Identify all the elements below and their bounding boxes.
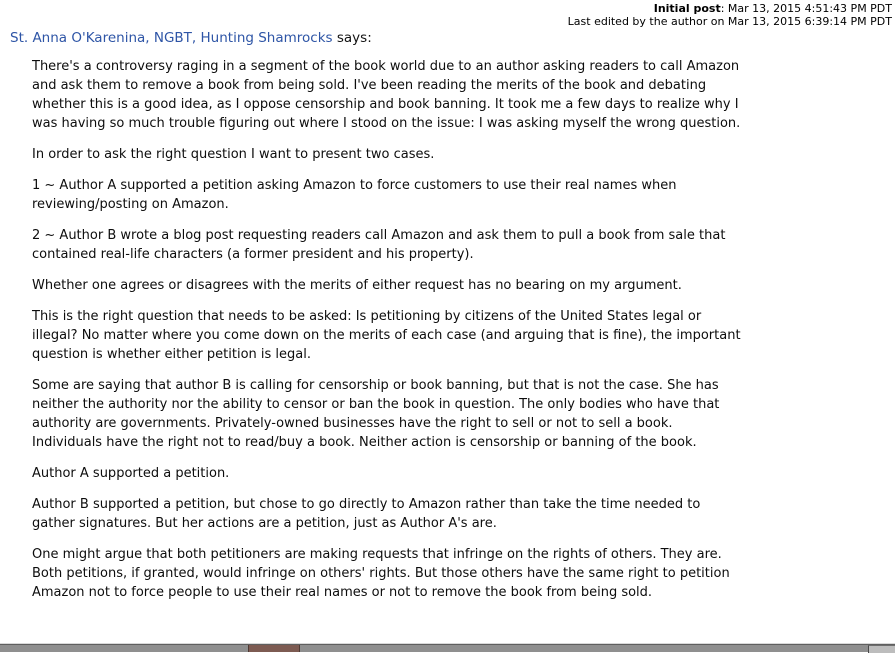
post-paragraph: There's a controversy raging in a segment of the book world due to an author asking readers to call Amazon and ask them to remove a book from being sold. I've been reading the merits of the book and debating whether this is a good idea, as I oppose censorship and book banning. It took me a few days to realize why I was having so much trouble figuring out where I stood on the issue: I was asking myself the wrong question. xyxy=(32,59,741,131)
post-paragraph: 2 ~ Author B wrote a blog post requesting readers call Amazon and ask them to pull a book from sale that contained real-life characters (a former president and his property). xyxy=(32,228,726,262)
post-paragraph: Author A supported a petition. xyxy=(32,466,230,481)
author-link[interactable]: St. Anna O'Karenina, NGBT, Hunting Shamrocks xyxy=(10,30,333,46)
initial-post-line xyxy=(568,3,892,16)
post-meta xyxy=(568,3,892,28)
author-line xyxy=(10,30,745,46)
initial-post-value: : Mar 13, 2015 4:51:43 PM PDT xyxy=(720,2,892,15)
bottom-window-edge xyxy=(0,643,895,652)
background-window-strip xyxy=(0,645,895,652)
post-paragraph: Some are saying that author B is calling for censorship or book banning, but that is not the case. She has neither the authority nor the ability to censor or ban the book in question. The only bodies who have that authority are governments. Privately-owned businesses have the right to sell or not to sell a book. Individuals have the right not to read/buy a book. Neither action is censorship or banning of the book. xyxy=(32,378,720,450)
last-edited-line: Last edited by the author on Mar 13, 2015 6:39:14 PM PDT xyxy=(567,14,892,28)
post-paragraph: One might argue that both petitioners are making requests that infringe on the rights of others. They are. Both petitions, if granted, would infringe on others' rights. But those others have the same right to petition Amazon not to force people to use their real names or not to remove the book from being sold. xyxy=(32,547,730,600)
post-paragraph: Author B supported a petition, but chose to go directly to Amazon rather than take the time needed to gather signatures. But her actions are a petition, just as Author A's are. xyxy=(32,497,701,531)
post-paragraph: This is the right question that needs to be asked: Is petitioning by citizens of the United States legal or illegal? No matter where you come down on the merits of each case (and arguing that is fine), the important question is whether either petition is legal. xyxy=(32,309,741,362)
post-body xyxy=(32,57,745,602)
post-paragraph: 1 ~ Author A supported a petition asking Amazon to force customers to use their real names when reviewing/posting on Amazon. xyxy=(32,178,677,212)
post-paragraph: Whether one agrees or disagrees with the merits of either request has no bearing on my argument. xyxy=(32,278,682,293)
post-paragraph: In order to ask the right question I want to present two cases. xyxy=(32,147,435,162)
says-label: says: xyxy=(332,30,372,46)
background-window-brown-segment xyxy=(248,645,300,652)
initial-post-label: Initial post xyxy=(653,2,721,15)
